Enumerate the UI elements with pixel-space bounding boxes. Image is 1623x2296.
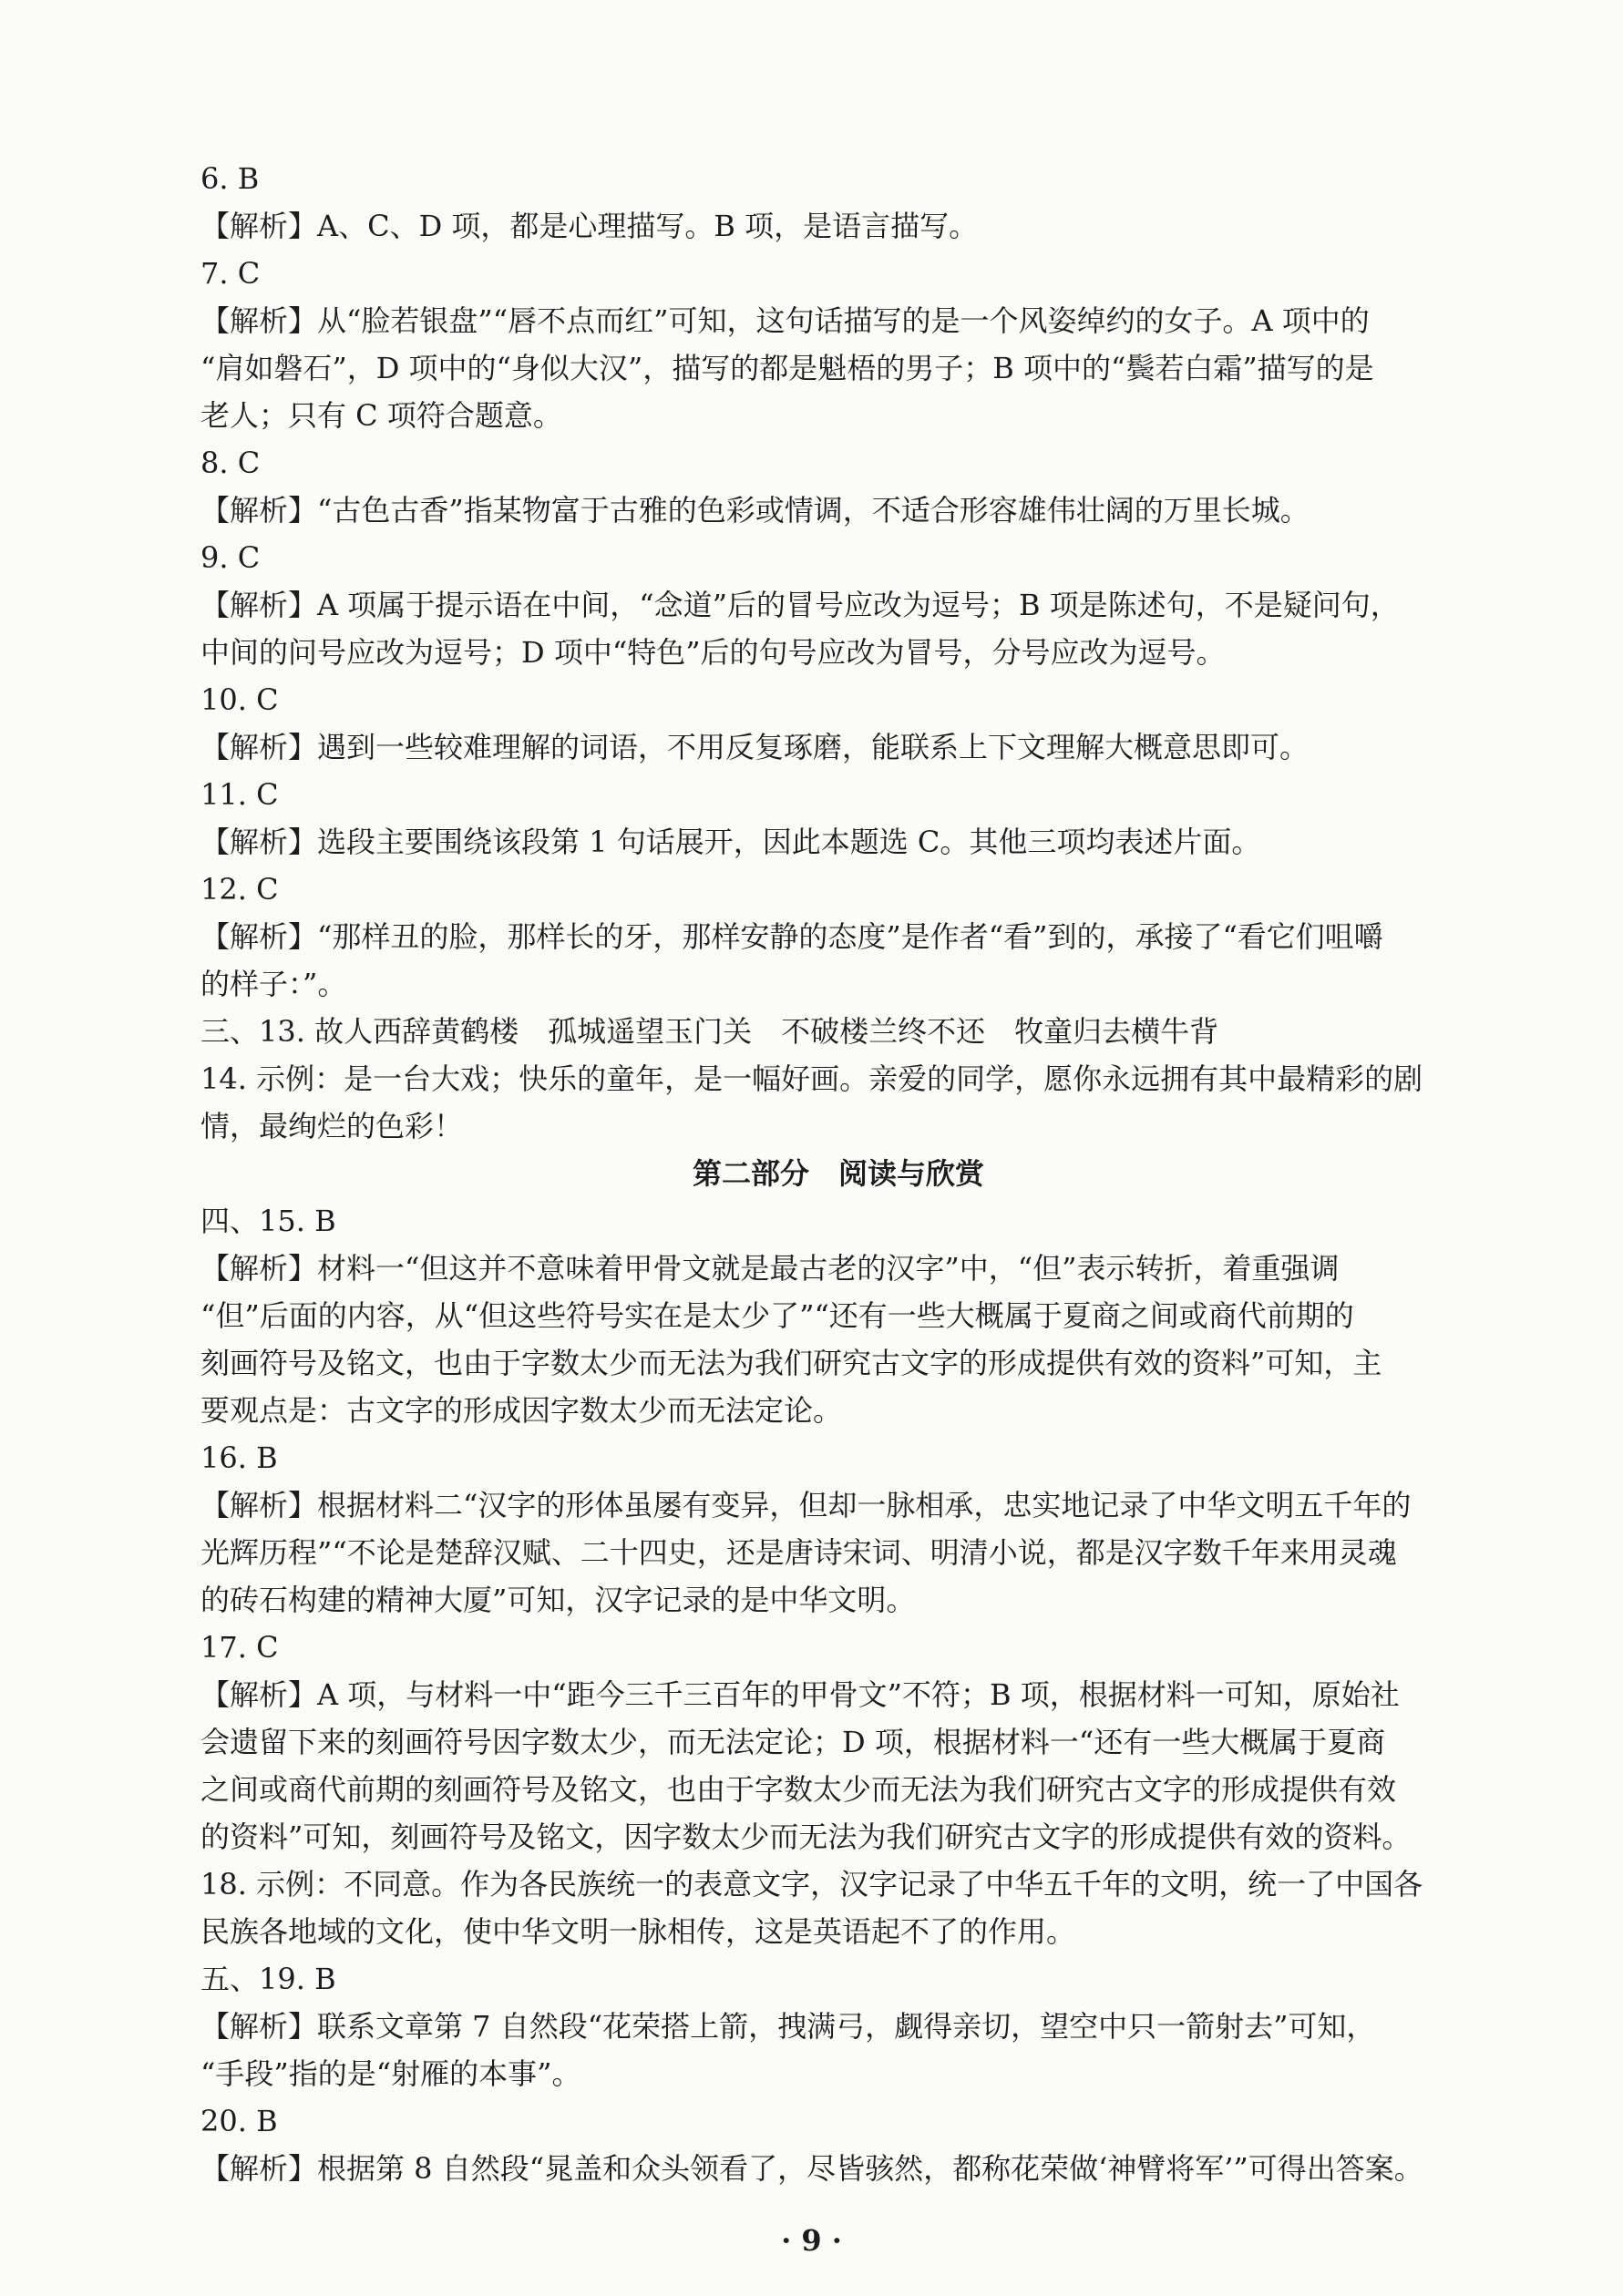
answer-line: 中间的问号应改为逗号；D 项中“特色”后的句号应改为冒号，分号应改为逗号。	[200, 635, 1226, 670]
answer-line: 10. C	[200, 682, 279, 717]
answer-line: 的资料”可知，刻画符号及铭文，因字数太少而无法为我们研究古文字的形成提供有效的资料。	[200, 1819, 1412, 1854]
answer-line: 【解析】A 项，与材料一中“距今三千三百年的甲骨文”不符；B 项，根据材料一可知，原始社	[200, 1677, 1400, 1712]
answer-line: “肩如磐石”，D 项中的“身似大汉”，描写的都是魁梧的男子；B 项中的“鬓若白霜”描写的是	[200, 351, 1374, 385]
answer-line: 12. C	[200, 872, 279, 907]
answer-line: 五、19. B	[200, 1962, 336, 1996]
answer-line: 17. C	[200, 1630, 279, 1665]
answer-line: 【解析】材料一“但这并不意味着甲骨文就是最古老的汉字”中，“但”表示转折，着重强调	[200, 1251, 1340, 1286]
answer-line: 【解析】A 项属于提示语在中间，“念道”后的冒号应改为逗号；B 项是陈述句，不是疑问句，	[200, 588, 1400, 622]
answer-line: 7. C	[200, 256, 261, 291]
answer-line: 【解析】根据第 8 自然段“晁盖和众头领看了，尽皆骇然，都称花荣做‘神臂将军’”可得出答案。	[200, 2151, 1423, 2186]
answer-line: 【解析】联系文章第 7 自然段“花荣搭上箭，拽满弓，觑得亲切，望空中只一箭射去”可知，	[200, 2009, 1376, 2044]
answer-line: 【解析】A、C、D 项，都是心理描写。B 项，是语言描写。	[200, 209, 979, 243]
answer-line: “手段”指的是“射雁的本事”。	[200, 2056, 581, 2091]
answer-line: 的样子：”。	[200, 967, 347, 1001]
answer-line: 【解析】“那样丑的脸，那样长的牙，那样安静的态度”是作者“看”到的，承接了“看它们咀嚼	[200, 919, 1383, 954]
section-title: 第二部分 阅读与欣赏	[692, 1156, 984, 1191]
answer-line: 【解析】根据材料二“汉字的形体虽屡有变异，但却一脉相承，忠实地记录了中华文明五千年的	[200, 1488, 1412, 1522]
answer-line: 民族各地域的文化，使中华文明一脉相传，这是英语起不了的作用。	[200, 1914, 1076, 1949]
page-number: · 9 ·	[781, 2223, 842, 2258]
answer-line: 四、15. B	[200, 1204, 336, 1238]
answer-line: 【解析】遇到一些较难理解的词语，不用反复琢磨，能联系上下文理解大概意思即可。	[200, 730, 1310, 764]
answer-line: 【解析】选段主要围绕该段第 1 句话展开，因此本题选 C。其他三项均表述片面。	[200, 825, 1261, 859]
answer-line: 18. 示例：不同意。作为各民族统一的表意文字，汉字记录了中华五千年的文明，统一了中国各	[200, 1867, 1423, 1901]
answer-line: 6. B	[200, 161, 260, 196]
answer-line: 20. B	[200, 2104, 278, 2138]
answer-line: 情，最绚烂的色彩！	[200, 1109, 464, 1143]
answer-line: 8. C	[200, 446, 261, 480]
answer-line: 【解析】“古色古香”指某物富于古雅的色彩或情调，不适合形容雄伟壮阔的万里长城。	[200, 493, 1310, 528]
answer-line: “但”后面的内容，从“但这些符号实在是太少了”“还有一些大概属于夏商之间或商代前期的	[200, 1298, 1354, 1333]
answer-line: 要观点是：古文字的形成因字数太少而无法定论。	[200, 1393, 843, 1428]
answer-line: 9. C	[200, 540, 261, 575]
answer-line: 14. 示例：是一台大戏；快乐的童年，是一幅好画。亲爱的同学，愿你永远拥有其中最精彩的剧	[200, 1061, 1423, 1096]
answer-line: 11. C	[200, 777, 279, 812]
answer-line: 会遗留下来的刻画符号因字数太少，而无法定论；D 项，根据材料一“还有一些大概属于夏商	[200, 1725, 1386, 1759]
answer-line: 16. B	[200, 1440, 278, 1475]
answer-line: 三、13. 故人西辞黄鹤楼 孤城遥望玉门关 不破楼兰终不还 牧童归去横牛背	[200, 1014, 1219, 1049]
answer-content	[200, 155, 1476, 2192]
answer-line: 老人；只有 C 项符合题意。	[200, 398, 562, 433]
answer-line: 【解析】从“脸若银盘”“唇不点而红”可知，这句话描写的是一个风姿绰约的女子。A 项中的	[200, 303, 1370, 338]
answer-line: 刻画符号及铭文，也由于字数太少而无法为我们研究古文字的形成提供有效的资料”可知，主	[200, 1346, 1382, 1380]
answer-line: 的砖石构建的精神大厦”可知，汉字记录的是中华文明。	[200, 1583, 916, 1617]
answer-line: 光辉历程”“不论是楚辞汉赋、二十四史，还是唐诗宋词、明清小说，都是汉字数千年来用灵魂	[200, 1535, 1397, 1570]
answer-line: 之间或商代前期的刻画符号及铭文，也由于字数太少而无法为我们研究古文字的形成提供有效	[200, 1772, 1397, 1807]
